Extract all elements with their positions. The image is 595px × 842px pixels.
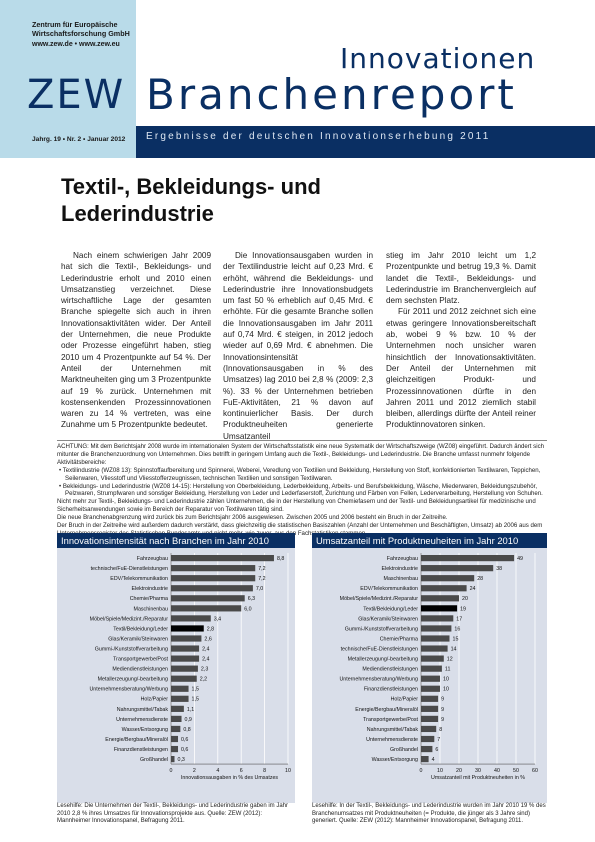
bar [421,555,514,561]
data-label: 8 [439,726,443,733]
bar [421,575,474,581]
category-label: Holz/Papier [140,696,168,703]
data-label: 11 [444,666,451,673]
category-label: Energie/Bergbau/Mineralöl [355,706,418,713]
bar [171,716,182,722]
bar [421,726,436,732]
data-label: 2,8 [206,626,215,633]
data-label: 24 [469,586,476,593]
note-line: • Textilindustrie (WZ08 13): Spinnstoffaufbereitung und Spinnerei, Weberei, Veredlung von Textilien und Bekleidung, Herstellung von Stoff, konfektionierten Textilwaren, Teppichen, Seilerwaren, Vliesstoff und Vliesstofferzeugnissen, technischen Textilien und sonstigen Textilwaren. [59,466,541,482]
bar [421,645,448,651]
data-label: 2,4 [202,656,210,663]
category-label: EDV/Telekommunikation [110,576,168,583]
series-top-title: Innovationen [340,42,536,75]
org-web-links[interactable]: www.zew.de • www.zew.eu [32,41,120,48]
bar [171,726,180,732]
org-name: Zentrum für Europäische Wirtschaftsforschung GmbH [32,20,130,38]
category-label: Finanzdienstleistungen [113,746,168,753]
bar [171,625,204,631]
data-label: 3,4 [213,616,222,623]
data-label: 38 [496,566,503,573]
data-label: 0,6 [181,736,189,743]
bar [171,645,199,651]
data-label: 9 [441,716,445,723]
bar [421,615,453,621]
category-label: Transportgewerbe/Post [363,716,418,723]
bar [421,756,429,762]
note-line: Nicht mehr zur Textil-, Bekleidungs- und Lederindustrie zählen Unternehmen, die in der Herstellung von Chemiefasern und der Textil- und Bekleidungsartikel für medizinische und Sicherheitsanwendungen sowie im Bereich der Reparatur von Textilwaren tätig sind. [57,498,536,514]
category-label: Mediendienstleistungen [362,666,418,673]
data-label: 2,3 [200,666,209,673]
category-label: Textil/Bekleidung/Leder [113,626,168,633]
data-label: 6 [435,746,439,753]
category-label: Mediendienstleistungen [112,666,168,673]
bar [171,706,184,712]
category-label: Gummi-/Kunststoffverarbeitung [344,626,418,633]
category-label: Großhandel [140,757,168,763]
bar [171,595,245,601]
axis-label: Umsatzanteil mit Produktneuheiten in % [431,775,525,782]
category-label: Gummi-/Kunststoffverarbeitung [94,646,168,653]
paragraph: Für 2011 und 2012 zeichnet sich eine etwas geringere Innovationsbereitschaft ab, wobei 9 % bzw. 10 % der Unternehmen noch unsicher waren hinsichtlich der Innovationsaktivitäten. Der Anteil der Unternehmen mit gleichzeitigen Produkt- und Prozessinnovationen dürfte in den Jahren 2011 und 2012 ziemlich stabil bleiben, allerdings dürfte der Anteil reiner Produktinnovatoren sinken. [386,307,536,430]
data-label: 7,2 [258,576,266,583]
data-label: 19 [460,606,467,613]
paragraph: Die Innovationsausgaben wurden in der Textilindustrie leicht auf 0,23 Mrd. € erhöht, während die Bekleidungs- und Lederindustrie ihre Innovationsbudgets um fast 50 % erheblich auf 0,45 Mrd. € erhöhte. Für die gesamte Branche sollen die Innovationsausgaben im Jahr 2011 auf 0,74 Mrd. € steigen, in 2012 jedoch wieder auf 0,69 Mrd. € abnehmen. Die Innovationsintensität (Innovationsausgaben in % des Umsatzes) lag 2010 bei 2,8 % (2009: 2,3 %). 33 % der Unternehmen betrieben FuE-Aktivitäten, 21 % davon auf kontinuierlicher Basis. Der durch Produktneuheiten generierte Umsatzanteil [223,251,373,441]
bar [171,756,175,762]
tick-label: 6 [239,768,243,775]
data-label: 28 [477,576,484,583]
axis-label: Innovationsausgaben in % des Umsatzes [180,775,279,782]
category-label: Maschinenbau [133,606,168,613]
category-label: Wasser/Entsorgung [371,757,418,763]
category-label: Fahrzeugbau [386,556,418,562]
bar [421,716,438,722]
tick-label: 10 [437,768,443,775]
chart-plot [312,548,547,803]
bar [171,555,274,561]
category-label: Glas/Keramik/Steinwaren [358,616,418,623]
tick-label: 30 [475,768,481,775]
category-label: Textil/Bekleidung/Leder [363,606,418,613]
series-subtitle: Ergebnisse der deutschen Innovationserhebung 2011 [146,131,491,142]
bar [421,656,444,662]
category-label: Möbel/Spiele/Medizint./Reparatur [89,616,168,623]
category-label: Finanzdienstleistungen [363,686,418,693]
bar [171,736,178,742]
category-label: Metallerzeugung/-bearbeitung [97,676,168,683]
article-column-2 [223,250,373,442]
category-label: Möbel/Spiele/Medizint./Reparatur [339,596,418,603]
data-label: 17 [456,616,463,623]
bar [421,605,457,611]
category-label: Elektroindustrie [131,586,168,593]
data-label: 1,5 [191,686,199,693]
data-label: 12 [446,656,453,663]
issue-info: Jahrg. 19 • Nr. 2 • Januar 2012 [32,136,126,143]
tick-label: 40 [494,768,500,775]
chart-new-product-share [312,533,547,803]
bar [171,605,241,611]
data-label: 6,3 [247,596,256,603]
tick-label: 10 [285,768,291,775]
category-label: Glas/Keramik/Steinwaren [108,636,168,643]
tick-label: 50 [513,768,519,775]
bar [421,686,440,692]
bar [171,746,178,752]
bar [171,696,189,702]
masthead [0,0,595,158]
bar [171,575,255,581]
note-line: Der Bruch in der Zeitreihe wird außerdem dadurch verstärkt, dass gleichzeitig die statistischen Basiszahlen (Anzahl der Unternehmen und Beschäftigten, Umsatz) ab 2006 aus dem [57,522,543,530]
bar [171,666,198,672]
category-label: Elektroindustrie [381,566,418,573]
data-label: 1,1 [186,706,195,713]
chart-title: Innovationsintensität nach Branchen im Jahr 2010 [57,533,295,548]
data-label: 9 [441,696,445,703]
data-label: 2,6 [204,636,212,643]
data-label: 8,8 [276,556,285,562]
bar [421,706,438,712]
data-label: 15 [452,636,459,643]
chart-innovation-intensity [57,533,295,803]
data-label: 4 [431,757,435,763]
category-label: EDV/Telekommunikation [360,586,418,593]
category-label: technische/FuE-Dienstleistungen [90,566,168,573]
bar [171,686,189,692]
category-label: Unternehmensberatung/Werbung [339,676,418,683]
data-label: 7,2 [258,566,266,573]
paragraph: stieg im Jahr 2010 leicht um 1,2 Prozentpunkte und betrug 19,3 %. Damit landet die Textil-, Bekleidungs- und Lederindustrie im Branchenvergleich auf dem sechsten Platz. [386,251,536,306]
category-label: Maschinenbau [383,576,418,583]
article-title: Textil-, Bekleidungs- und Lederindustrie [61,174,321,226]
bar [421,676,440,682]
data-label: 0,9 [184,716,192,723]
data-label: 16 [454,626,461,633]
category-label: Nahrungsmittel/Tabak [116,706,168,713]
paragraph: Nach einem schwierigen Jahr 2009 hat sich die Textil-, Bekleidungs- und Lederindustrie erholt und 2010 einen Umsatzanstieg verzeichnet. Diese wirtschaftliche Lage der gesamten Branche spiegelte sich auch in ihren Innovationsaktivitäten wider. Der Anteil der Unternehmen, die neue Produkte oder Prozesse eingeführt haben, stieg 2010 um 4 Prozentpunkte auf 54 %. Der Anteil der Unternehmen mit Marktneuheiten ging um 3 Prozentpunkte auf 19 % zurück. Unternehmen mit kostensenkenden Prozessinnovationen waren zu 14 % vertreten, was eine Zunahme um 5 Prozentpunkte bedeutet. [61,251,211,430]
article-column-3 [386,250,536,431]
bar [171,635,201,641]
category-label: Unternehmensberatung/Werbung [89,686,168,693]
data-label: 10 [443,676,449,683]
data-label: 7 [437,736,441,743]
data-label: 1,5 [191,696,199,703]
note-line: Die neue Branchenabgrenzung wird zurück bis zum Berichtsjahr 2006 ausgewiesen. Zwischen 2005 und 2006 besteht ein Bruch in der Zeitreihe. [57,514,448,522]
chart-plot [57,548,295,803]
bar [421,595,459,601]
tick-label: 8 [263,768,267,775]
zew-logo: ZEW [27,72,126,118]
data-label: 14 [450,646,457,653]
bar [171,585,253,591]
data-label: 9 [441,706,445,713]
bar [421,635,450,641]
note-line: ACHTUNG: Mit dem Berichtsjahr 2008 wurde im internationalen System der Wirtschaftsstatistik eine neue Systematik der Wirtschaftszweige (WZ08) eingeführt. Dadurch ändert sich mitunter die Branchenzuordnung von Unternehmen. Dies betrifft in geringem Umfang auch die Textil-, Bekleidungs- und Lederindustrie. Die Branche umfasst nunmehr folgende Aktivitätsbereiche: [57,443,545,466]
category-label: Chemie/Pharma [379,636,418,643]
category-label: technische/FuE-Dienstleistungen [340,646,418,653]
category-label: Metallerzeugung/-bearbeitung [347,656,418,663]
data-label: 2,2 [199,676,208,683]
data-label: 0,8 [183,726,191,733]
data-label: 49 [517,556,524,562]
bar [171,615,211,621]
tick-label: 20 [456,768,462,775]
data-label: 20 [462,596,468,603]
category-label: Unternehmensdienste [116,716,168,723]
category-label: Holz/Papier [390,696,418,703]
category-label: Chemie/Pharma [129,596,168,603]
tick-label: 0 [169,768,173,775]
data-label: 7,0 [255,586,264,593]
bar [421,736,434,742]
data-label: 0,3 [177,757,185,763]
tick-label: 2 [192,768,196,775]
bar [171,656,199,662]
category-label: Unternehmensdienste [366,736,418,743]
tick-label: 4 [216,768,220,775]
tick-label: 60 [532,768,538,775]
category-label: Wasser/Entsorgung [121,726,168,733]
category-label: Fahrzeugbau [136,556,168,562]
category-label: Energie/Bergbau/Mineralöl [105,736,168,743]
bar [421,585,467,591]
bar [171,676,197,682]
chart-caption: Lesehilfe: Die Unternehmen der Textil-, Bekleidungs- und Lederindustrie gaben im Jahr 2010 2,8 % ihres Umsatzes für Innovationsprojekte aus. Quelle: ZEW (2012): Mannheimer Innovationspanel, Befragung 2011. [57,803,289,825]
series-main-title: Branchenreport [146,70,517,119]
bar [421,565,493,571]
data-label: 2,4 [202,646,210,653]
category-label: Transportgewerbe/Post [113,656,168,663]
bar [421,746,432,752]
chart-caption: Lesehilfe: In der Textil-, Bekleidungs- und Lederindustrie wurden im Jahr 2010 19 % des Branchenumsatzes mit Produktneuheiten (= Produkte, die jünger als 3 Jahre sind) generiert. Quelle: ZEW (2012): Mannheimer Innovationspanel, Befragung 2011. [312,803,546,825]
tick-label: 0 [419,768,423,775]
data-label: 10 [443,686,449,693]
data-label: 0,6 [181,746,189,753]
bar [421,696,438,702]
category-label: Großhandel [390,746,418,753]
article-column-1 [61,250,211,431]
chart-title: Umsatzanteil mit Produktneuheiten im Jahr 2010 [312,533,547,548]
bar [171,565,255,571]
bar [421,666,442,672]
methodology-notes [57,440,547,538]
category-label: Nahrungsmittel/Tabak [366,726,418,733]
data-label: 6,0 [244,606,252,613]
bar [421,625,451,631]
note-line: • Bekleidungs- und Lederindustrie (WZ08 14-15): Herstellung von Oberbekleidung, Lederbekleidung, Arbeits- und Berufsbekleidung, Wäsche, Miederwaren, Bekleidungszubehör, Pelzwaren, Strumpfwaren und sonstiger Bekleidung, Herstellung von Leder und Lederfaserstoff, Zurichtung und Färben von Fellen, Lederverarbeitung, Herstellung von Schuhen. [59,482,543,498]
